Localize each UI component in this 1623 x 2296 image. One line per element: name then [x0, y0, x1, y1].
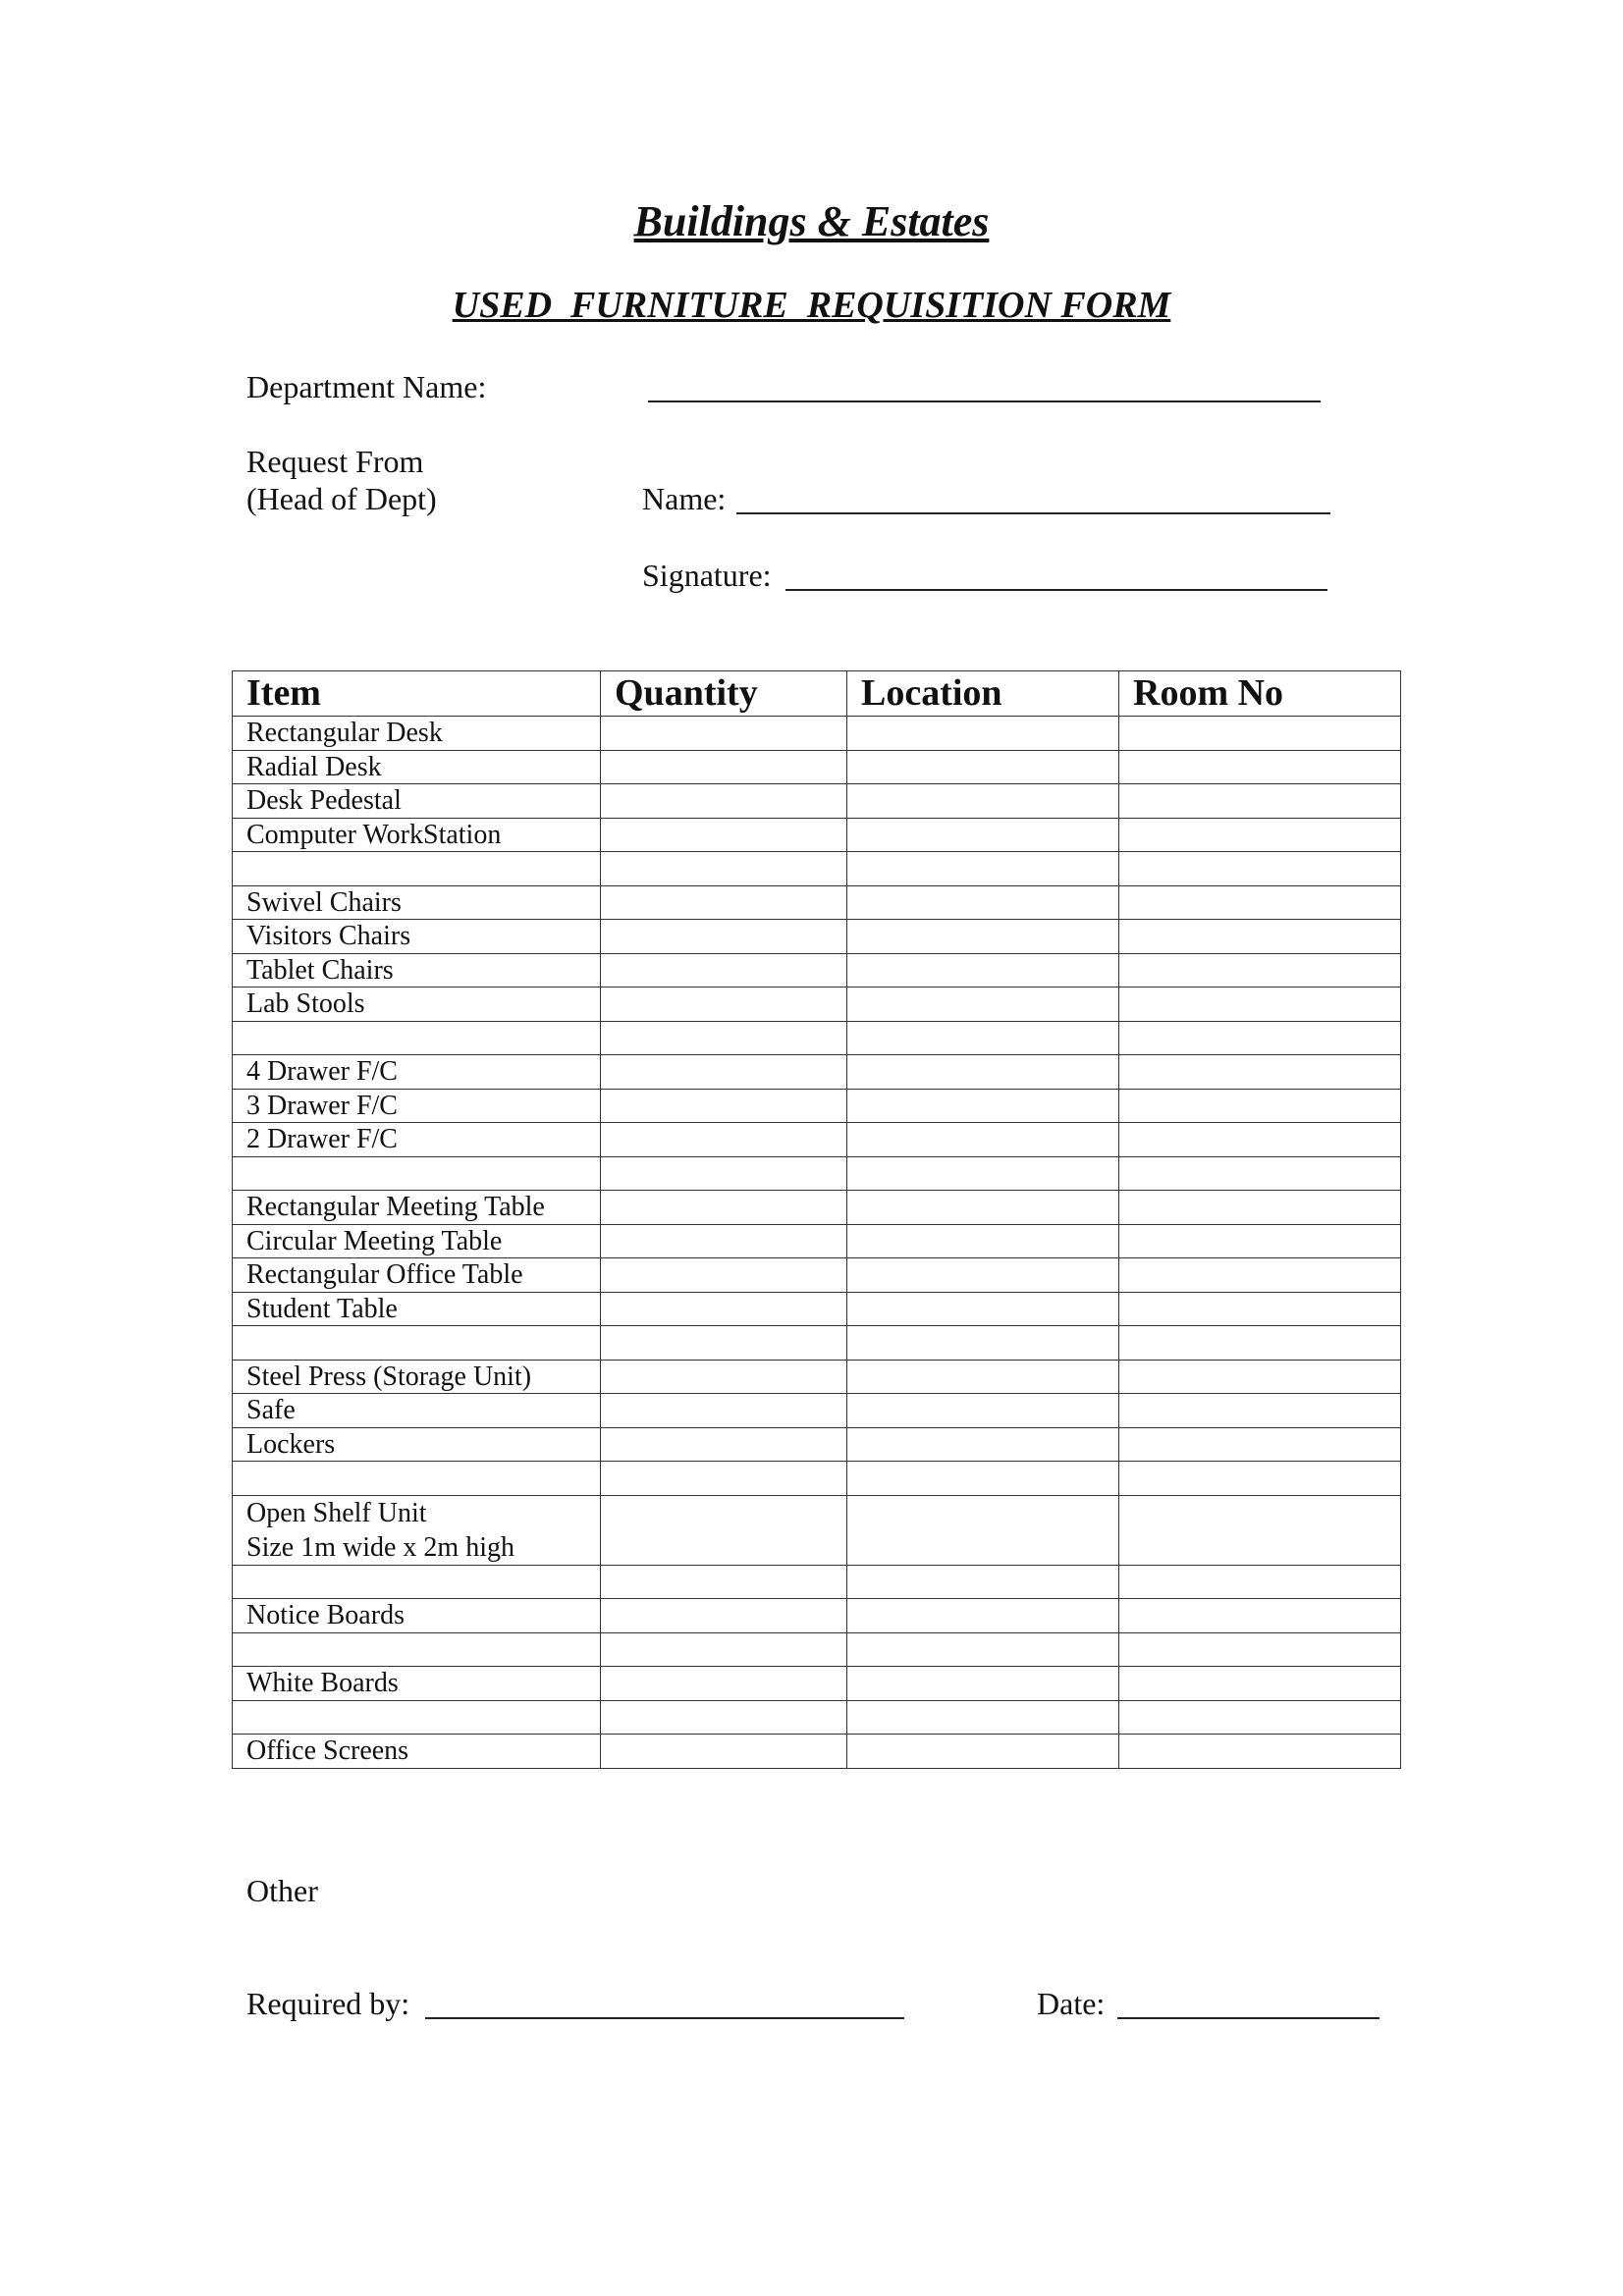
- quantity-cell[interactable]: [601, 750, 847, 784]
- quantity-cell[interactable]: [601, 885, 847, 920]
- location-cell[interactable]: [847, 1224, 1119, 1258]
- room-no-cell[interactable]: [1119, 1700, 1401, 1735]
- quantity-cell[interactable]: [601, 1632, 847, 1667]
- table-row: [233, 1394, 1401, 1428]
- room-no-cell[interactable]: [1119, 1394, 1401, 1428]
- quantity-cell[interactable]: [601, 818, 847, 852]
- location-cell[interactable]: [847, 1495, 1119, 1565]
- table-row: [233, 1667, 1401, 1701]
- quantity-cell[interactable]: [601, 852, 847, 886]
- department-field[interactable]: [648, 400, 1321, 402]
- quantity-cell[interactable]: [601, 1565, 847, 1599]
- location-cell[interactable]: [847, 750, 1119, 784]
- location-cell[interactable]: [847, 1427, 1119, 1462]
- room-no-cell[interactable]: [1119, 1123, 1401, 1157]
- item-cell: Steel Press (Storage Unit): [233, 1360, 601, 1394]
- required-by-field[interactable]: [425, 2017, 904, 2019]
- page-title: Buildings & Estates: [633, 197, 990, 245]
- quantity-cell[interactable]: [601, 1360, 847, 1394]
- room-no-cell[interactable]: [1119, 1156, 1401, 1191]
- item-cell: Rectangular Meeting Table: [233, 1191, 601, 1225]
- location-cell[interactable]: [847, 920, 1119, 954]
- item-cell: 3 Drawer F/C: [233, 1089, 601, 1123]
- date-label: Date:: [1037, 1986, 1106, 2021]
- location-cell[interactable]: [847, 1123, 1119, 1157]
- item-cell: [233, 852, 601, 886]
- location-cell[interactable]: [847, 1394, 1119, 1428]
- item-cell: Rectangular Desk: [233, 717, 601, 751]
- other-label: Other: [246, 1873, 318, 1908]
- quantity-cell[interactable]: [601, 953, 847, 988]
- table-row: [233, 717, 1401, 751]
- room-no-cell[interactable]: [1119, 1462, 1401, 1496]
- quantity-cell[interactable]: [601, 1021, 847, 1055]
- room-no-cell[interactable]: [1119, 1632, 1401, 1667]
- quantity-cell[interactable]: [601, 784, 847, 819]
- item-cell: [233, 1700, 601, 1735]
- location-cell[interactable]: [847, 1565, 1119, 1599]
- table-row: [233, 1462, 1401, 1496]
- item-cell: 4 Drawer F/C: [233, 1055, 601, 1090]
- quantity-cell[interactable]: [601, 1191, 847, 1225]
- item-cell: Tablet Chairs: [233, 953, 601, 988]
- table-row: [233, 1632, 1401, 1667]
- room-no-cell[interactable]: [1119, 1565, 1401, 1599]
- item-cell: Student Table: [233, 1292, 601, 1326]
- location-cell[interactable]: [847, 1700, 1119, 1735]
- location-cell[interactable]: [847, 1360, 1119, 1394]
- location-cell[interactable]: [847, 784, 1119, 819]
- date-field[interactable]: [1117, 2017, 1380, 2019]
- room-no-cell[interactable]: [1119, 1360, 1401, 1394]
- table-row: [233, 1326, 1401, 1361]
- location-cell[interactable]: [847, 988, 1119, 1022]
- item-cell: [233, 1565, 601, 1599]
- item-cell: Safe: [233, 1394, 601, 1428]
- table-row: [233, 1735, 1401, 1769]
- quantity-cell[interactable]: [601, 1156, 847, 1191]
- table-row: [233, 818, 1401, 852]
- table-row: [233, 784, 1401, 819]
- quantity-cell[interactable]: [601, 1224, 847, 1258]
- location-cell[interactable]: [847, 1735, 1119, 1769]
- signature-field[interactable]: [785, 589, 1327, 591]
- quantity-cell[interactable]: [601, 988, 847, 1022]
- room-no-cell[interactable]: [1119, 1292, 1401, 1326]
- table-row: [233, 1599, 1401, 1633]
- form-subtitle: USED FURNITURE REQUISITION FORM: [452, 285, 1171, 326]
- item-cell: Office Screens: [233, 1735, 601, 1769]
- item-cell: Visitors Chairs: [233, 920, 601, 954]
- location-cell[interactable]: [847, 818, 1119, 852]
- quantity-cell[interactable]: [601, 717, 847, 751]
- room-no-cell[interactable]: [1119, 750, 1401, 784]
- room-no-cell[interactable]: [1119, 1735, 1401, 1769]
- quantity-cell[interactable]: [601, 1462, 847, 1496]
- location-cell[interactable]: [847, 1191, 1119, 1225]
- room-no-cell[interactable]: [1119, 852, 1401, 886]
- item-cell: Radial Desk: [233, 750, 601, 784]
- location-cell[interactable]: [847, 1462, 1119, 1496]
- quantity-cell[interactable]: [601, 1700, 847, 1735]
- quantity-cell[interactable]: [601, 1292, 847, 1326]
- table-row: [233, 885, 1401, 920]
- table-row: [233, 1495, 1401, 1565]
- table-row: [233, 953, 1401, 988]
- department-label: Department Name:: [246, 369, 487, 404]
- table-row: [233, 1700, 1401, 1735]
- room-no-cell[interactable]: [1119, 784, 1401, 819]
- quantity-cell[interactable]: [601, 1735, 847, 1769]
- signature-label: Signature:: [642, 558, 772, 593]
- quantity-cell[interactable]: [601, 1599, 847, 1633]
- item-cell: Open Shelf Unit Size 1m wide x 2m high: [233, 1495, 601, 1565]
- location-cell[interactable]: [847, 1156, 1119, 1191]
- head-of-dept-label: (Head of Dept): [246, 481, 437, 516]
- location-cell[interactable]: [847, 1667, 1119, 1701]
- room-no-cell[interactable]: [1119, 1021, 1401, 1055]
- column-header-room-no: Room No: [1119, 671, 1401, 717]
- column-header-item: Item: [233, 671, 601, 717]
- quantity-cell[interactable]: [601, 1326, 847, 1361]
- location-cell[interactable]: [847, 1021, 1119, 1055]
- table-header-row: [233, 671, 1401, 717]
- room-no-cell[interactable]: [1119, 1089, 1401, 1123]
- room-no-cell[interactable]: [1119, 920, 1401, 954]
- item-cell: [233, 1632, 601, 1667]
- quantity-cell[interactable]: [601, 1089, 847, 1123]
- location-cell[interactable]: [847, 885, 1119, 920]
- quantity-cell[interactable]: [601, 1667, 847, 1701]
- location-cell[interactable]: [847, 1258, 1119, 1293]
- room-no-cell[interactable]: [1119, 1326, 1401, 1361]
- item-cell: Lockers: [233, 1427, 601, 1462]
- table-row: [233, 1055, 1401, 1090]
- quantity-cell[interactable]: [601, 1394, 847, 1428]
- room-no-cell[interactable]: [1119, 988, 1401, 1022]
- room-no-cell[interactable]: [1119, 885, 1401, 920]
- item-cell: Rectangular Office Table: [233, 1258, 601, 1293]
- room-no-cell[interactable]: [1119, 1191, 1401, 1225]
- location-cell[interactable]: [847, 953, 1119, 988]
- item-cell: [233, 1462, 601, 1496]
- item-cell: [233, 1326, 601, 1361]
- room-no-cell[interactable]: [1119, 717, 1401, 751]
- request-from-label: Request From: [246, 444, 424, 479]
- location-cell[interactable]: [847, 852, 1119, 886]
- column-header-quantity: Quantity: [601, 671, 847, 717]
- column-header-location: Location: [847, 671, 1119, 717]
- item-cell: Circular Meeting Table: [233, 1224, 601, 1258]
- item-cell: Lab Stools: [233, 988, 601, 1022]
- room-no-cell[interactable]: [1119, 953, 1401, 988]
- table-row: [233, 1292, 1401, 1326]
- table-row: [233, 920, 1401, 954]
- room-no-cell[interactable]: [1119, 818, 1401, 852]
- table-row: [233, 1021, 1401, 1055]
- item-cell: [233, 1156, 601, 1191]
- table-row: [233, 1123, 1401, 1157]
- table-row: [233, 1089, 1401, 1123]
- location-cell[interactable]: [847, 1089, 1119, 1123]
- item-cell: Computer WorkStation: [233, 818, 601, 852]
- table-row: [233, 1565, 1401, 1599]
- room-no-cell[interactable]: [1119, 1055, 1401, 1090]
- room-no-cell[interactable]: [1119, 1495, 1401, 1565]
- location-cell[interactable]: [847, 717, 1119, 751]
- room-no-cell[interactable]: [1119, 1258, 1401, 1293]
- quantity-cell[interactable]: [601, 1055, 847, 1090]
- room-no-cell[interactable]: [1119, 1427, 1401, 1462]
- required-by-label: Required by:: [246, 1986, 410, 2021]
- table-row: [233, 1427, 1401, 1462]
- table-row: [233, 988, 1401, 1022]
- quantity-cell[interactable]: [601, 1123, 847, 1157]
- table-row: [233, 1191, 1401, 1225]
- name-field[interactable]: [736, 512, 1330, 514]
- location-cell[interactable]: [847, 1292, 1119, 1326]
- quantity-cell[interactable]: [601, 1495, 847, 1565]
- location-cell[interactable]: [847, 1326, 1119, 1361]
- table-row: [233, 750, 1401, 784]
- table-row: [233, 1224, 1401, 1258]
- room-no-cell[interactable]: [1119, 1667, 1401, 1701]
- item-cell: Desk Pedestal: [233, 784, 601, 819]
- table-row: [233, 1258, 1401, 1293]
- room-no-cell[interactable]: [1119, 1599, 1401, 1633]
- quantity-cell[interactable]: [601, 1427, 847, 1462]
- table-row: [233, 1360, 1401, 1394]
- table-row: [233, 852, 1401, 886]
- name-label: Name:: [642, 481, 727, 516]
- item-cell: White Boards: [233, 1667, 601, 1701]
- item-cell: Notice Boards: [233, 1599, 601, 1633]
- item-cell: Swivel Chairs: [233, 885, 601, 920]
- location-cell[interactable]: [847, 1055, 1119, 1090]
- location-cell[interactable]: [847, 1632, 1119, 1667]
- furniture-table: [232, 670, 1401, 1769]
- table-row: [233, 1156, 1401, 1191]
- room-no-cell[interactable]: [1119, 1224, 1401, 1258]
- location-cell[interactable]: [847, 1599, 1119, 1633]
- item-cell: [233, 1021, 601, 1055]
- item-cell: 2 Drawer F/C: [233, 1123, 601, 1157]
- quantity-cell[interactable]: [601, 1258, 847, 1293]
- quantity-cell[interactable]: [601, 920, 847, 954]
